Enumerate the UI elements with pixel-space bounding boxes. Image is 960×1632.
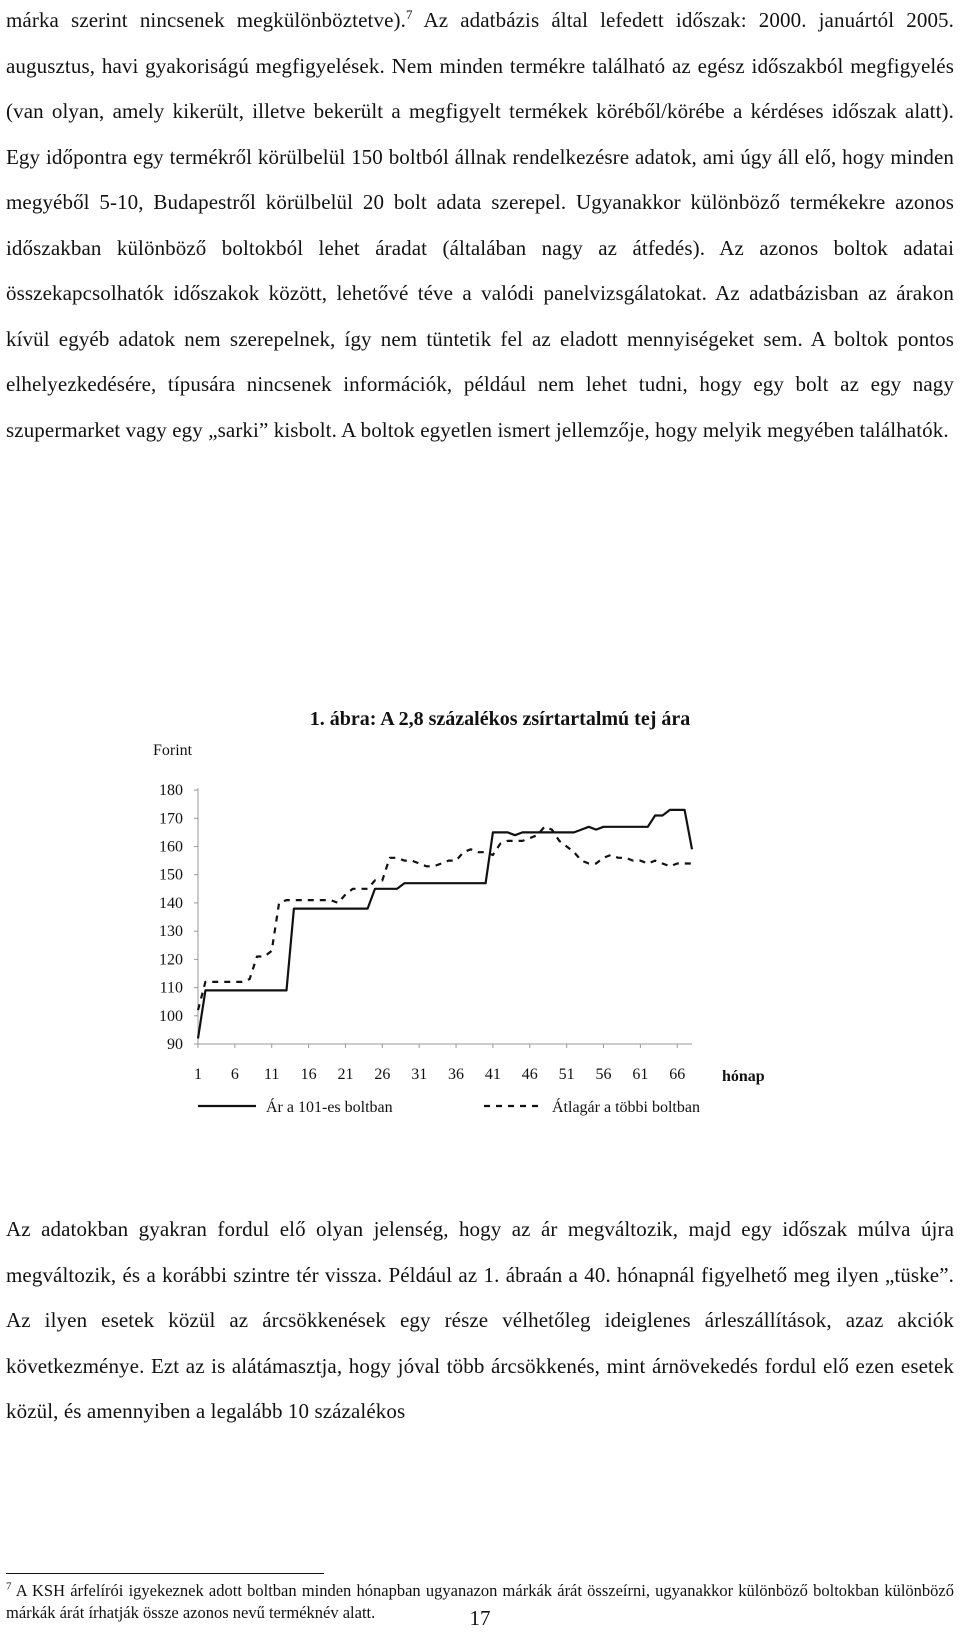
x-tick-label: 16	[300, 1066, 317, 1083]
y-axis	[153, 742, 198, 1053]
x-tick-label: 51	[558, 1066, 575, 1083]
y-axis-label: Forint	[153, 742, 193, 759]
body-paragraph-1	[6, 0, 954, 453]
legend-label-1: Ár a 101-es boltban	[266, 1099, 393, 1116]
x-tick-label: 66	[669, 1066, 686, 1083]
x-tick-label: 11	[264, 1066, 280, 1083]
footnote-marker: 7	[6, 1580, 12, 1593]
y-tick-label: 130	[159, 923, 183, 941]
chart-series	[198, 810, 692, 1039]
body-paragraph-2: Az adatokban gyakran fordul elő olyan jelenség, hogy az ár megváltozik, majd egy időszak múlva újra megváltozik, és a korábbi szintre tér vissza. Például az 1. ábraán a 40. hónapnál figyelhető meg ilyen „tüske”. Az ilyen esetek közül az árcsökkenések egy része vélhetőleg ideiglenes árleszállítások, azaz akciók következménye. Ezt az is alátámasztja, hogy jóval több árcsökkenés, mint árnövekedés fordul elő ezen esetek közül, és amennyiben a legalább 10 százalékos	[6, 1217, 954, 1423]
x-tick-label: 41	[484, 1066, 501, 1083]
x-tick-label: 26	[374, 1066, 391, 1083]
footnote-divider	[6, 1573, 324, 1574]
footnote-reference[interactable]: 7	[405, 7, 413, 22]
x-axis-label: hónap	[722, 1068, 765, 1085]
x-tick-label: 56	[595, 1066, 612, 1083]
x-axis	[194, 1044, 765, 1085]
paragraph1-start: márka szerint nincsenek megkülönböztetve).	[6, 8, 406, 32]
y-tick-label: 180	[159, 782, 183, 800]
y-tick-label: 160	[159, 838, 183, 856]
series-line-2	[198, 827, 692, 1010]
x-tick-label: 46	[521, 1066, 538, 1083]
x-tick-label: 6	[230, 1066, 239, 1083]
y-tick-label: 120	[159, 951, 183, 969]
chart-legend	[198, 1097, 700, 1116]
x-tick-label: 61	[632, 1066, 649, 1083]
footnote-text: A KSH árfelírói igyekeznek adott boltban minden hónapban ugyanazon márkák árát összeírni, ugyanakkor különböző boltokban különböző márkák árát írhatják össze azonos nevű terméknév alatt.	[6, 1581, 954, 1622]
x-tick-label: 21	[337, 1066, 354, 1083]
y-tick-label: 90	[167, 1036, 183, 1053]
y-tick-label: 100	[159, 1007, 183, 1025]
y-tick-label: 170	[159, 810, 183, 828]
legend-label-2: Átlagár a többi boltban	[552, 1099, 700, 1116]
y-tick-label: 140	[159, 894, 183, 912]
y-tick-label: 110	[159, 979, 183, 997]
page-number: 17	[469, 1606, 491, 1630]
figure-title: 1. ábra: A 2,8 százalékos zsírtartalmú tej ára	[309, 708, 691, 730]
x-tick-label: 31	[411, 1066, 428, 1083]
series-line-1	[198, 810, 692, 1039]
x-tick-label: 1	[194, 1066, 202, 1083]
milk-price-line-chart	[0, 742, 960, 1150]
y-tick-label: 150	[159, 866, 183, 884]
paragraph1-rest: Az adatbázis által lefedett időszak: 2000. januártól 2005. augusztus, havi gyakoriságú megfigyelések. Nem minden termékre található az egész időszakból megfigyelés (van olyan, amely kikerült, illetve bekerült a megfigyelt termékek köréből/körébe a kérdéses időszak alatt). Egy időpontra egy termékről körülbelül 150 boltból állnak rendelkezésre adatok, ami úgy áll elő, hogy minden megyéből 5-10, Budapestről körülbelül 20 bolt adata szerepel. Ugyanakkor különböző termékekre azonos időszakban különböző boltokból lehet áradat (általában nagy az átfedés). Az azonos boltok adatai összekapcsolhatók időszakok között, lehetővé téve a valódi panelvizsgálatokat. Az adatbázisban az árakon kívül egyéb adatok nem szerepelnek, így nem tüntetik fel az eladott mennyiségeket sem. A boltok pontos elhelyezkedésére, típusára nincsenek információk, például nem lehet tudni, hogy egy bolt az egy nagy szupermarket vagy egy „sarki” kisbolt. A boltok egyetlen ismert jellemzője, hogy melyik megyében találhatók.	[6, 8, 954, 442]
x-tick-label: 36	[448, 1066, 465, 1083]
